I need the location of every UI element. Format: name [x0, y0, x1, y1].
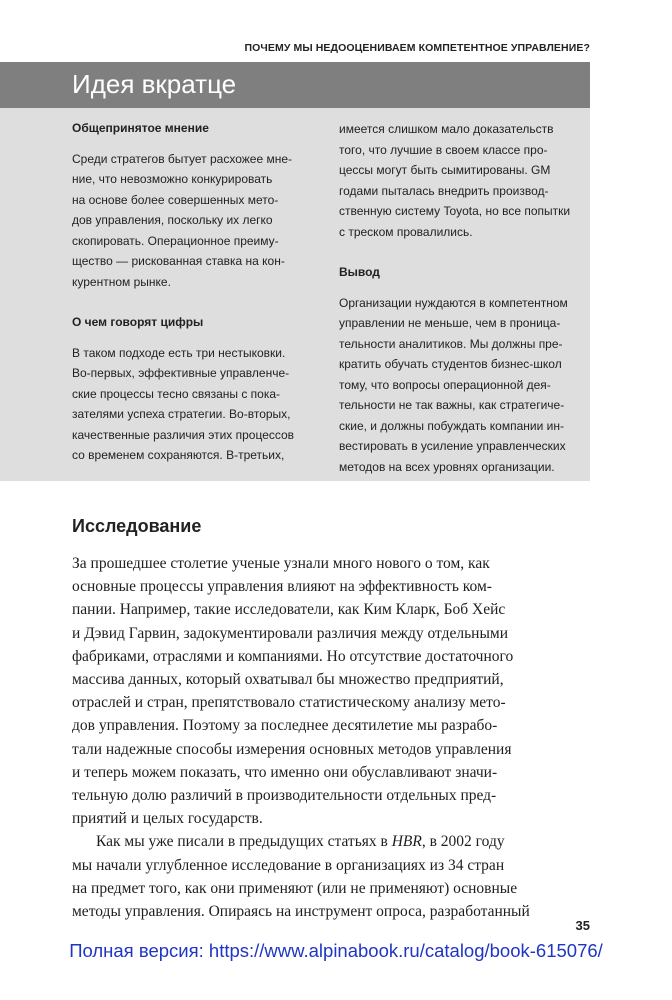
text-line: тельности аналитиков. Мы должны пре- — [339, 336, 563, 351]
text-line: дов управления, поскольку их легко — [72, 213, 273, 227]
conventional-wisdom-text — [72, 149, 305, 293]
text-line: управлении не меньше, чем в проница- — [339, 316, 561, 330]
conclusion-text — [339, 293, 572, 478]
text-line: В таком подходе есть три нестыковки. — [72, 345, 286, 360]
full-version-link[interactable]: Полная версия: https://www.alpinabook.ru/catalog/book-615076/ — [69, 940, 603, 961]
text-line: ские процессы тесно связаны с пока- — [72, 386, 281, 401]
text-line: зателями успеха стратегии. Во-вторых, — [72, 407, 291, 421]
body-text — [72, 552, 592, 923]
idea-box-left-column — [72, 118, 305, 466]
paragraph-2 — [72, 830, 592, 923]
text-line: на предмет того, как они применяют (или не применяют) основные — [72, 879, 518, 897]
text-line: За прошедшее столетие ученые узнали много нового о том, как — [72, 555, 490, 572]
text-line: Среди стратегов бытует расхожее мне- — [72, 151, 293, 166]
numbers-text-continued — [339, 119, 572, 242]
text-line: методов на всех уровнях организации. — [339, 459, 555, 474]
text-line: тельную долю различий в производительности отдельных пред- — [72, 787, 497, 805]
text-line: тали надежные способы измерения основных методов управления — [72, 740, 512, 758]
text-line: с треском провалились. — [339, 224, 473, 239]
text-line: массива данных, который охватывал бы множество предприятий, — [72, 671, 504, 689]
text-line: ственную систему Toyota, но все попытки — [339, 204, 571, 218]
text-line: со временем сохраняются. В-третьих, — [72, 448, 285, 462]
running-head: ПОЧЕМУ МЫ НЕДООЦЕНИВАЕМ КОМПЕТЕНТНОЕ УПРАВЛЕНИЕ? — [244, 42, 590, 54]
text-line: пании. Например, такие исследователи, как Ким Кларк, Боб Хейс — [72, 601, 506, 619]
text-line: ские, и должны побуждать компании ин- — [339, 418, 564, 433]
text-line: вестировать в усиление управленческих — [339, 439, 566, 453]
text-line — [72, 830, 592, 853]
text-line: щество — рискованная ставка на кон- — [72, 254, 285, 268]
text-line: курентном рынке. — [72, 274, 171, 289]
numbers-text — [72, 343, 305, 466]
text-line: цессы могут быть сымитированы. GM — [339, 163, 551, 177]
text-line: основные процессы управления влияют на эффективность ком- — [72, 578, 492, 596]
idea-box-body — [0, 108, 590, 481]
numbers-heading: О чем говорят цифры — [72, 315, 204, 329]
idea-box-header — [0, 62, 590, 108]
page-number: 35 — [575, 918, 590, 933]
text-line: того, что лучшие в своем классе про- — [339, 142, 548, 157]
text-line: дов управления. Поэтому за последнее десятилетие мы разрабо- — [72, 717, 498, 735]
text-fragment: , в 2002 году — [421, 833, 505, 851]
text-line: годами пыталась внедрить производ- — [339, 183, 549, 198]
idea-box-right-column — [339, 119, 572, 477]
text-line: на основе более совершенных мето- — [72, 192, 279, 207]
text-line: Организации нуждаются в компетентном — [339, 295, 568, 310]
paragraph-1 — [72, 552, 592, 830]
text-line: отраслей и стран, препятствовало статистическому анализу мето- — [72, 694, 506, 712]
section-heading: Исследование — [72, 516, 202, 536]
text-line: качественные различия этих процессов — [72, 427, 295, 442]
conclusion-heading: Вывод — [339, 265, 380, 279]
text-line: тому, что вопросы операционной дея- — [339, 377, 551, 392]
text-line: фабриками, отраслями и компаниями. Но отсутствие достаточного — [72, 647, 514, 665]
text-line: тельности не так важны, как стратегиче- — [339, 398, 565, 412]
journal-name: HBR — [391, 833, 422, 851]
text-line: кратить обучать студентов бизнес-школ — [339, 357, 562, 371]
text-line: мы начали углубленное исследование в организациях из 34 стран — [72, 856, 505, 874]
text-line: скопировать. Операционное преиму- — [72, 233, 279, 248]
text-line: Во-первых, эффективные управленче- — [72, 366, 290, 380]
text-line: имеется слишком мало доказательств — [339, 122, 554, 136]
text-line: ние, что невозможно конкурировать — [72, 172, 273, 186]
text-line: приятий и целых государств. — [72, 810, 263, 828]
text-line: методы управления. Опираясь на инструмент опроса, разработанный — [72, 903, 530, 921]
conventional-wisdom-heading: Общепринятое мнение — [72, 121, 209, 135]
text-line: и Дэвид Гарвин, задокументировали различия между отдельными — [72, 624, 508, 642]
text-line: и теперь можем показать, что именно они обуславливают значи- — [72, 763, 498, 781]
text-fragment: Как мы уже писали в предыдущих статьях в — [96, 833, 392, 851]
idea-box-title: Идея вкратце — [72, 69, 237, 99]
